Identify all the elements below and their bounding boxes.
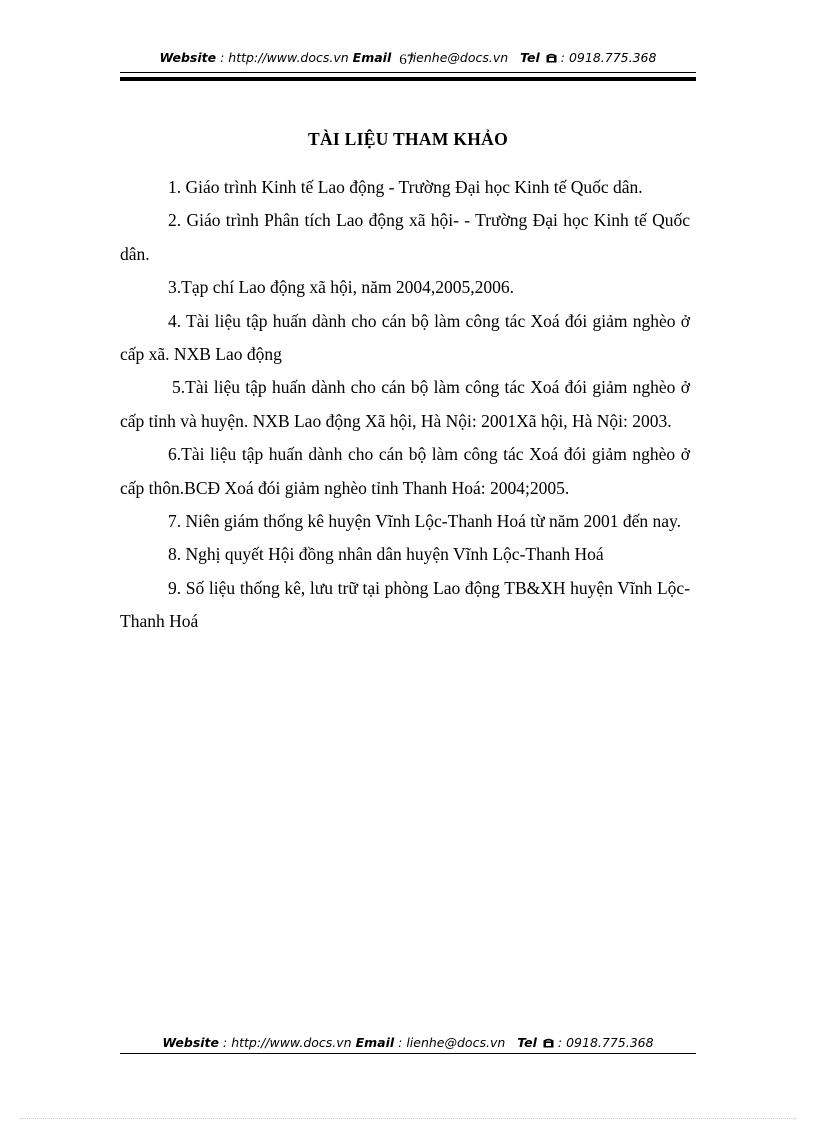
reference-item-6: 6.Tài liệu tập huấn dành cho cán bộ làm công tác Xoá đói giảm nghèo ở cấp thôn.BCĐ Xoá đói giảm nghèo tỉnh Thanh Hoá: 2004;2005. xyxy=(120,444,690,498)
page-number: 67 xyxy=(399,52,415,68)
page-title: TÀI LIỆU THAM KHẢO xyxy=(307,129,509,149)
footer-website-label: Website xyxy=(162,1035,220,1050)
header-website-link[interactable]: http://www.docs.vn xyxy=(228,50,349,65)
header-phone: 0918.775.368 xyxy=(568,50,657,65)
reference-item-3: 3.Tạp chí Lao động xã hội, năm 2004,2005,2006. xyxy=(168,277,515,298)
footer-tel-label: Tel xyxy=(517,1035,537,1050)
page-bottom-edge xyxy=(20,1118,796,1119)
footer-email-label: Email xyxy=(355,1035,395,1050)
reference-item-9: 9. Số liệu thống kê, lưu trữ tại phòng Lao động TB&XH huyện Vĩnh Lộc-Thanh Hoá xyxy=(120,577,690,632)
page-header: Website : http://www.docs.vn Email 67 lienhe@docs.vn Tel : 0918.775.368 xyxy=(159,50,657,68)
page-footer: Website : http://www.docs.vn Email : lienhe@docs.vn Tel : 0918.775.368 xyxy=(162,1035,654,1050)
telephone-icon xyxy=(546,53,557,63)
reference-item-8: 8. Nghị quyết Hội đồng nhân dân huyện Vĩnh Lộc-Thanh Hoá xyxy=(168,544,604,565)
footer-divider xyxy=(120,1053,696,1054)
header-divider xyxy=(120,72,696,81)
reference-item-5: 5.Tài liệu tập huấn dành cho cán bộ làm công tác Xoá đói giảm nghèo ở cấp tỉnh và huyện. NXB Lao động Xã hội, Hà Nội: 2001Xã hội, Hà Nội: 2003. xyxy=(120,377,690,431)
header-tel-label: Tel xyxy=(520,50,540,65)
footer-phone: 0918.775.368 xyxy=(566,1035,654,1050)
header-email-label: Email xyxy=(352,50,392,65)
footer-website-link[interactable]: http://www.docs.vn xyxy=(231,1035,352,1050)
reference-item-1: 1. Giáo trình Kinh tế Lao động - Trường Đại học Kinh tế Quốc dân. xyxy=(168,177,643,197)
header-website-label: Website xyxy=(159,50,217,65)
header-email-link[interactable]: lienhe@docs.vn xyxy=(409,50,509,65)
telephone-icon xyxy=(543,1038,554,1048)
reference-item-7: 7. Niên giám thống kê huyện Vĩnh Lộc-Thanh Hoá từ năm 2001 đến nay. xyxy=(168,511,681,532)
footer-email-link[interactable]: lienhe@docs.vn xyxy=(406,1035,506,1050)
reference-item-4: 4. Tài liệu tập huấn dành cho cán bộ làm công tác Xoá đói giảm nghèo ở cấp xã. NXB Lao động xyxy=(120,310,690,365)
reference-list xyxy=(120,171,690,639)
reference-item-2: 2. Giáo trình Phân tích Lao động xã hội- - Trường Đại học Kinh tế Quốc dân. xyxy=(120,210,690,264)
